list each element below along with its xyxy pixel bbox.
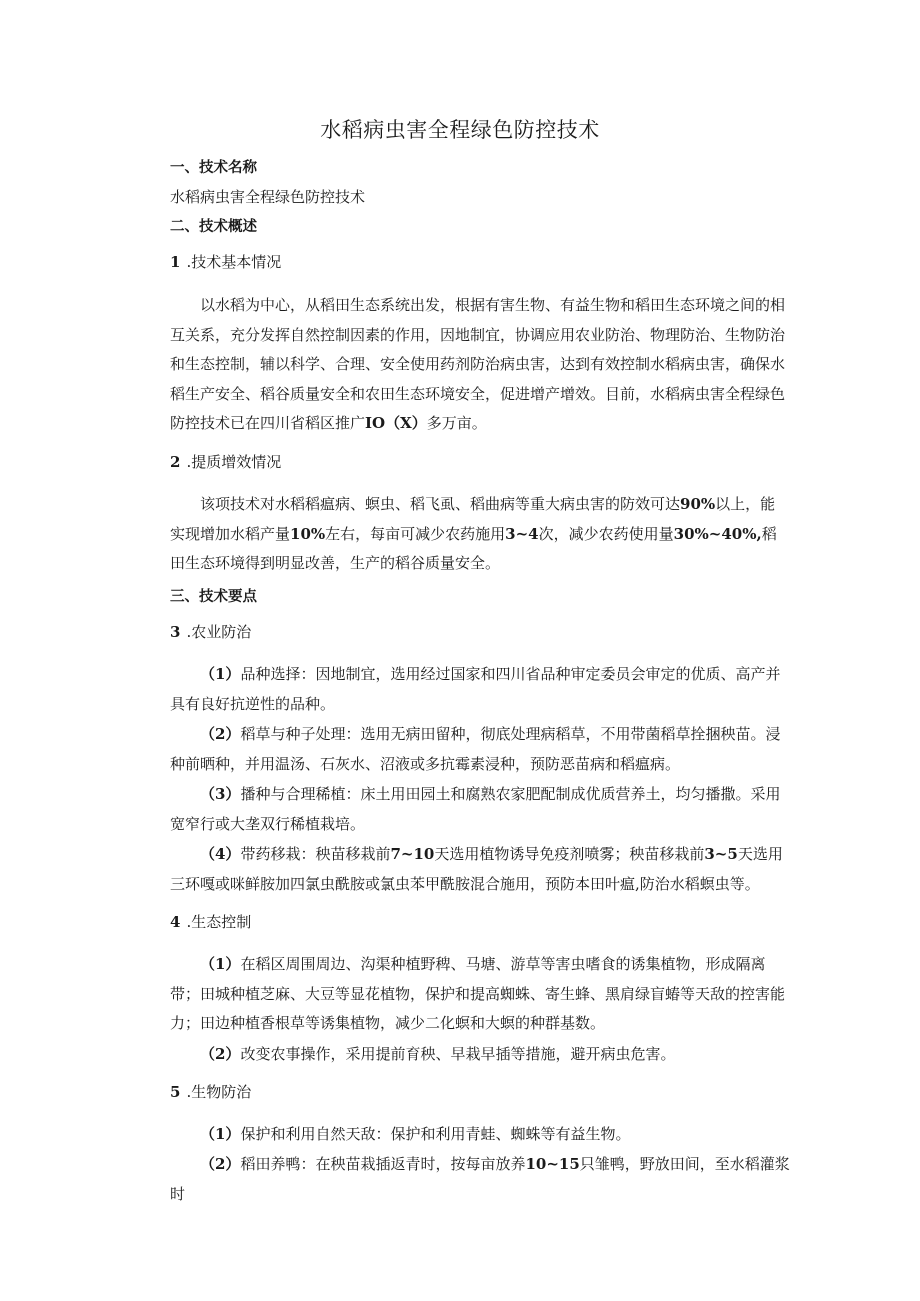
item-duck-raising: （2）稻田养鸭：在秧苗栽插返青时，按每亩放养10~15只雏鸭，野放田间，至水稻灌浆时 xyxy=(170,1155,790,1203)
item-farming-practice: （2）改变农事操作，采用提前育秧、早栽早插等措施，避开病虫危害。 xyxy=(200,1045,676,1063)
subheading-5-number: 5 xyxy=(170,1083,181,1101)
subheading-2-label: .提质增效情况 xyxy=(186,453,282,471)
item-natural-enemies: （1）保护和利用自然天敌：保护和利用青蛙、蜘蛛等有益生物。 xyxy=(200,1125,631,1143)
subheading-4-number: 4 xyxy=(170,913,181,931)
document-title: 水稻病虫害全程绿色防控技术 xyxy=(320,118,600,142)
subheading-1-number: 1 xyxy=(170,253,181,271)
subheading-1-label: .技术基本情况 xyxy=(186,253,282,271)
paragraph-efficiency: 该项技术对水稻稻瘟病、螟虫、稻飞虱、稻曲病等重大病虫害的防效可达90%以上，能实现增加水稻产量10%左右，每亩可减少农药施用3~4次，减少农药使用量30%~40%,稻田生态环境得到明显改善，生产的稻谷质量安全。 xyxy=(170,495,777,572)
section-1-text: 水稻病虫害全程绿色防控技术 xyxy=(170,188,366,206)
item-straw-seed-treatment: （2）稻草与种子处理：选用无病田留种，彻底处理病稻草，不用带菌稻草拴捆秧苗。浸种前晒种，并用温汤、石灰水、沼液或多抗霉素浸种，预防恶苗病和稻瘟病。 xyxy=(170,725,781,773)
subheading-3 xyxy=(170,622,790,642)
subheading-3-number: 3 xyxy=(170,623,181,641)
item-variety-selection: （1）品种选择：因地制宜，选用经过国家和四川省品种审定委员会审定的优质、高产并具有良好抗逆性的品种。 xyxy=(170,665,781,713)
item-trap-plants: （1）在稻区周围周边、沟渠种植野稗、马塘、游草等害虫嗜食的诱集植物，形成隔离带；田城种植芝麻、大豆等显花植物，保护和提高蜘蛛、寄生蜂、黑肩绿盲蝽等天敌的控害能力；田边种植香根草等诱集植物，减少二化螟和大螟的种群基数。 xyxy=(170,955,786,1032)
subheading-4-label: .生态控制 xyxy=(186,913,252,931)
subheading-3-label: .农业防治 xyxy=(186,623,252,641)
paragraph-basic-situation: 以水稻为中心，从稻田生态系统出发，根据有害生物、有益生物和稻田生态环境之间的相互关系，充分发挥自然控制因素的作用，因地制宜，协调应用农业防治、物理防治、生物防治和生态控制，辅以科学、合理、安全使用药剂防治病虫害，达到有效控制水稻病虫害，确保水稻生产安全、稻谷质量安全和农田生态环境安全，促进增产增效。目前，水稻病虫害全程绿色防控技术已在四川省稻区推广IO（X）多万亩。 xyxy=(170,296,786,432)
section-heading-2: 二、技术概述 xyxy=(170,219,257,235)
item-transplant-with-pesticide: （4）带药移栽：秧苗移栽前7~10天选用植物诱导免疫剂喷雾；秧苗移栽前3~5天选用三环嘎或咪鲜胺加四氯虫酰胺或氯虫苯甲酰胺混合施用，预防本田叶瘟,防治水稻螟虫等。 xyxy=(170,845,783,893)
subheading-2 xyxy=(170,452,790,472)
section-heading-1: 一、技术名称 xyxy=(170,160,257,176)
section-heading-3: 三、技术要点 xyxy=(170,589,257,605)
subheading-5-label: .生物防治 xyxy=(186,1083,252,1101)
subheading-1 xyxy=(170,252,790,272)
subheading-2-number: 2 xyxy=(170,453,181,471)
item-sowing-planting: （3）播种与合理稀植：床土用田园土和腐熟农家肥配制成优质营养土，均匀播撒。采用宽窄行或大垄双行稀植栽培。 xyxy=(170,785,781,833)
subheading-5 xyxy=(170,1082,790,1102)
subheading-4 xyxy=(170,912,790,932)
